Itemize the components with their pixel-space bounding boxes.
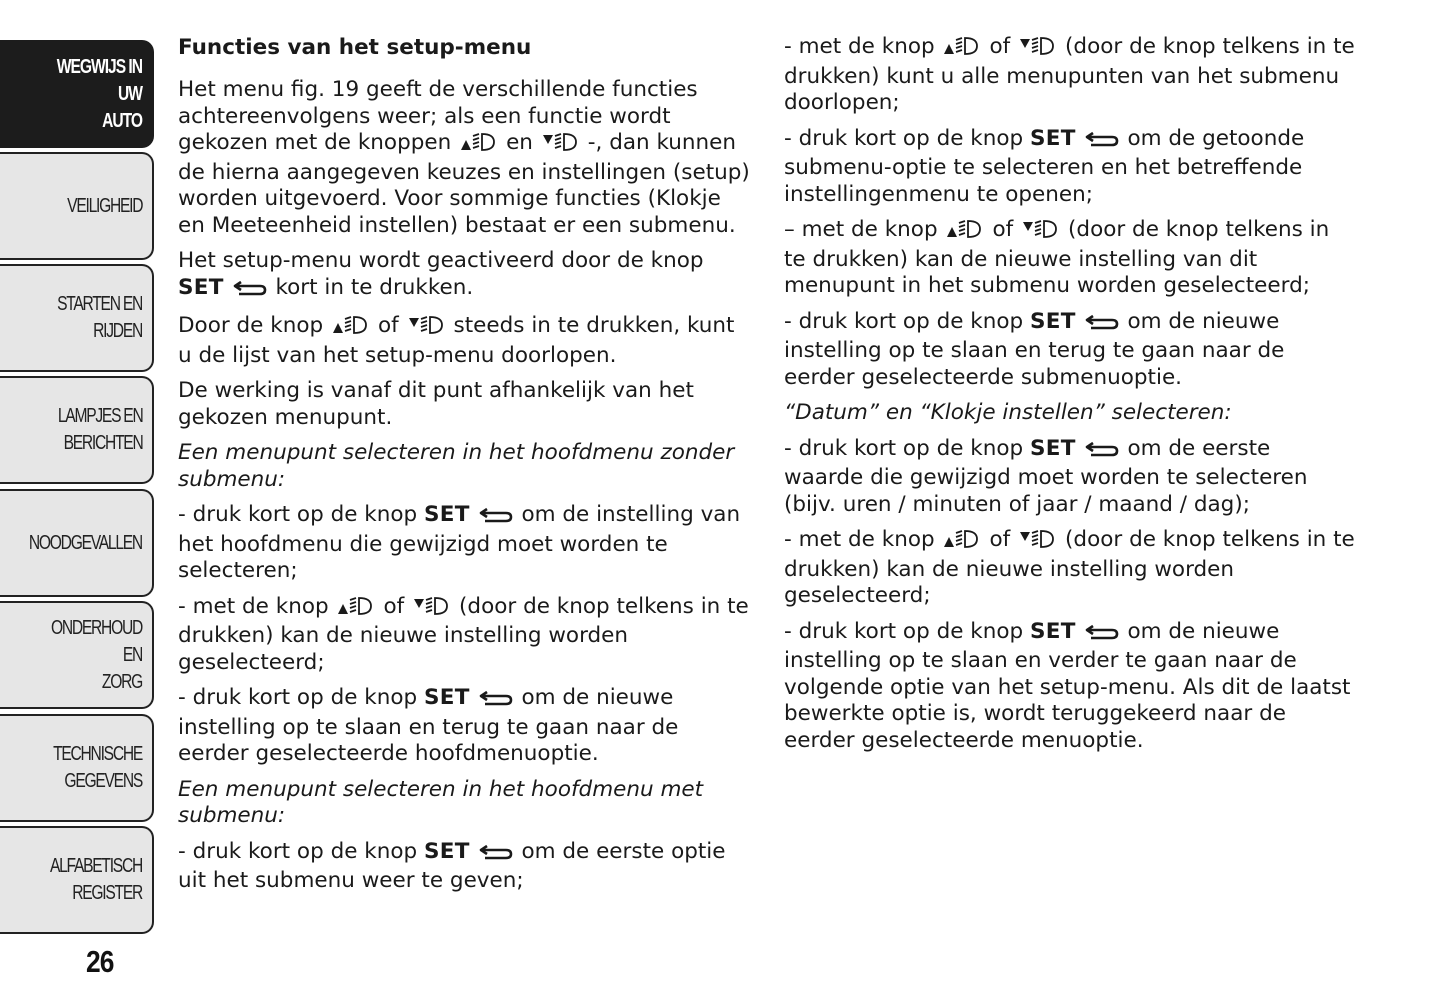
down-light-button-icon (1019, 36, 1063, 64)
tab-starten-en-rijden[interactable] (0, 264, 154, 372)
up-light-button-icon (460, 132, 504, 160)
return-arrow-icon (479, 842, 513, 869)
tab-label: STARTEN EN RIJDEN (57, 293, 142, 342)
down-light-button-icon (1022, 219, 1066, 247)
tab-veiligheid[interactable] (0, 152, 154, 260)
down-light-button-icon (413, 596, 457, 624)
down-light-button-icon (542, 132, 586, 160)
list-item: - met de knop of (door de knop telkens in te drukken) kunt u alle menupunten van het submenu doorlopen; (784, 34, 1355, 115)
list-item: - druk kort op de knop SET om de nieuwe instelling op te slaan en terug te gaan naar de eerder geselecteerde hoofdmenuoptie. (178, 685, 679, 766)
list-item: – met de knop of (door de knop telkens in te drukken) kan de nieuwe instelling van dit menupunt in het submenu worden geselecteerd; (784, 217, 1330, 298)
paragraph: De werking is vanaf dit punt afhankelijk van het gekozen menupunt. (178, 378, 694, 430)
set-label: SET (178, 274, 224, 300)
paragraph: Door de knop of steeds in te drukken, kunt u de lijst van het setup-menu doorlopen. (178, 313, 735, 368)
italic-subheading: Een menupunt selecteren in het hoofdmenu met submenu: (178, 776, 704, 828)
section-heading: Functies van het setup-menu (178, 35, 532, 60)
up-light-button-icon (943, 36, 987, 64)
tab-noodgevallen[interactable] (0, 489, 154, 597)
down-light-button-icon (408, 315, 452, 343)
paragraph: Het setup-menu wordt geactiveerd door de knop SET kort in te drukken. (178, 248, 752, 304)
italic-subheading: “Datum” en “Klokje instellen” selecteren: (784, 400, 1232, 425)
tab-wegwijs-in-uw-auto[interactable] (0, 40, 154, 148)
return-arrow-icon (479, 505, 513, 532)
set-label: SET (424, 838, 470, 864)
list-item: - druk kort op de knop SET om de eerste optie uit het submenu weer te geven; (178, 838, 726, 893)
page-number: 26 (86, 944, 114, 979)
return-arrow-icon (1085, 622, 1119, 649)
return-arrow-icon (233, 278, 267, 305)
list-item: - druk kort op de knop SET om de eerste waarde die gewijzigd moet worden te selecteren (bijv. uren / minuten of jaar / maand / dag); (784, 435, 1308, 517)
set-label: SET (1030, 125, 1076, 151)
list-item: - met de knop of (door de knop telkens in te drukken) kan de nieuwe instelling worden geselecteerd; (178, 593, 749, 675)
list-item: - met de knop of (door de knop telkens in te drukken) kan de nieuwe instelling worden geselecteerd; (784, 527, 1355, 608)
down-light-button-icon (1019, 529, 1063, 557)
up-light-button-icon (337, 596, 381, 624)
return-arrow-icon (479, 688, 513, 715)
tab-label: VEILIGHEID (66, 194, 142, 217)
return-arrow-icon (1085, 312, 1119, 339)
return-arrow-icon (1085, 439, 1119, 466)
set-label: SET (1030, 308, 1076, 334)
list-item: - druk kort op de knop SET om de getoonde submenu-optie te selecteren en het betreffende instellingenmenu te openen; (784, 125, 1305, 207)
tab-onderhoud-en-zorg[interactable] (0, 601, 154, 709)
tab-lampjes-en-berichten[interactable] (0, 376, 154, 484)
up-light-button-icon (943, 529, 987, 557)
tab-label: NOODGEVALLEN (28, 531, 142, 554)
up-light-button-icon (946, 219, 990, 247)
italic-subheading: Een menupunt selecteren in het hoofdmenu zonder submenu: (178, 440, 735, 492)
tab-label: ALFABETISCH REGISTER (49, 855, 142, 904)
set-label: SET (424, 685, 470, 710)
tab-technische-gegevens[interactable] (0, 714, 154, 822)
set-label: SET (1030, 435, 1076, 461)
right-column (784, 34, 1356, 763)
tab-label: LAMPJES EN BERICHTEN (57, 405, 142, 454)
paragraph: Het menu fig. 19 geeft de verschillende functies achtereenvolgens weer; als een functie wordt gekozen met de knoppen en -, dan kunnen de hierna aangegeven keuzes en instellingen (setup) worden uitgevoerd. Voor sommige functies (Klokje en Meeteenheid instellen) bestaat er een submenu. (178, 77, 750, 238)
tab-label: WEGWIJS IN UW AUTO (56, 55, 142, 132)
tab-label: ONDERHOUD EN ZORG (50, 616, 142, 693)
tab-label: TECHNISCHE GEGEVENS (53, 743, 142, 792)
set-label: SET (424, 502, 470, 527)
tab-alfabetisch-register[interactable] (0, 826, 154, 934)
set-label: SET (1030, 618, 1076, 644)
list-item: - druk kort op de knop SET om de nieuwe instelling op te slaan en terug te gaan naar de eerder geselecteerde submenuoptie. (784, 308, 1285, 390)
left-column (178, 34, 752, 904)
list-item: - druk kort op de knop SET om de instelling van het hoofdmenu die gewijzigd moet worden te selecteren; (178, 502, 741, 583)
up-light-button-icon (332, 315, 376, 343)
return-arrow-icon (1085, 129, 1119, 156)
list-item: - druk kort op de knop SET om de nieuwe instelling op te slaan en verder te gaan naar de volgende optie van het setup-menu. Als dit de laatst bewerkte optie is, wordt teruggekeerd naar de eerder geselecteerde menuoptie. (784, 618, 1351, 753)
